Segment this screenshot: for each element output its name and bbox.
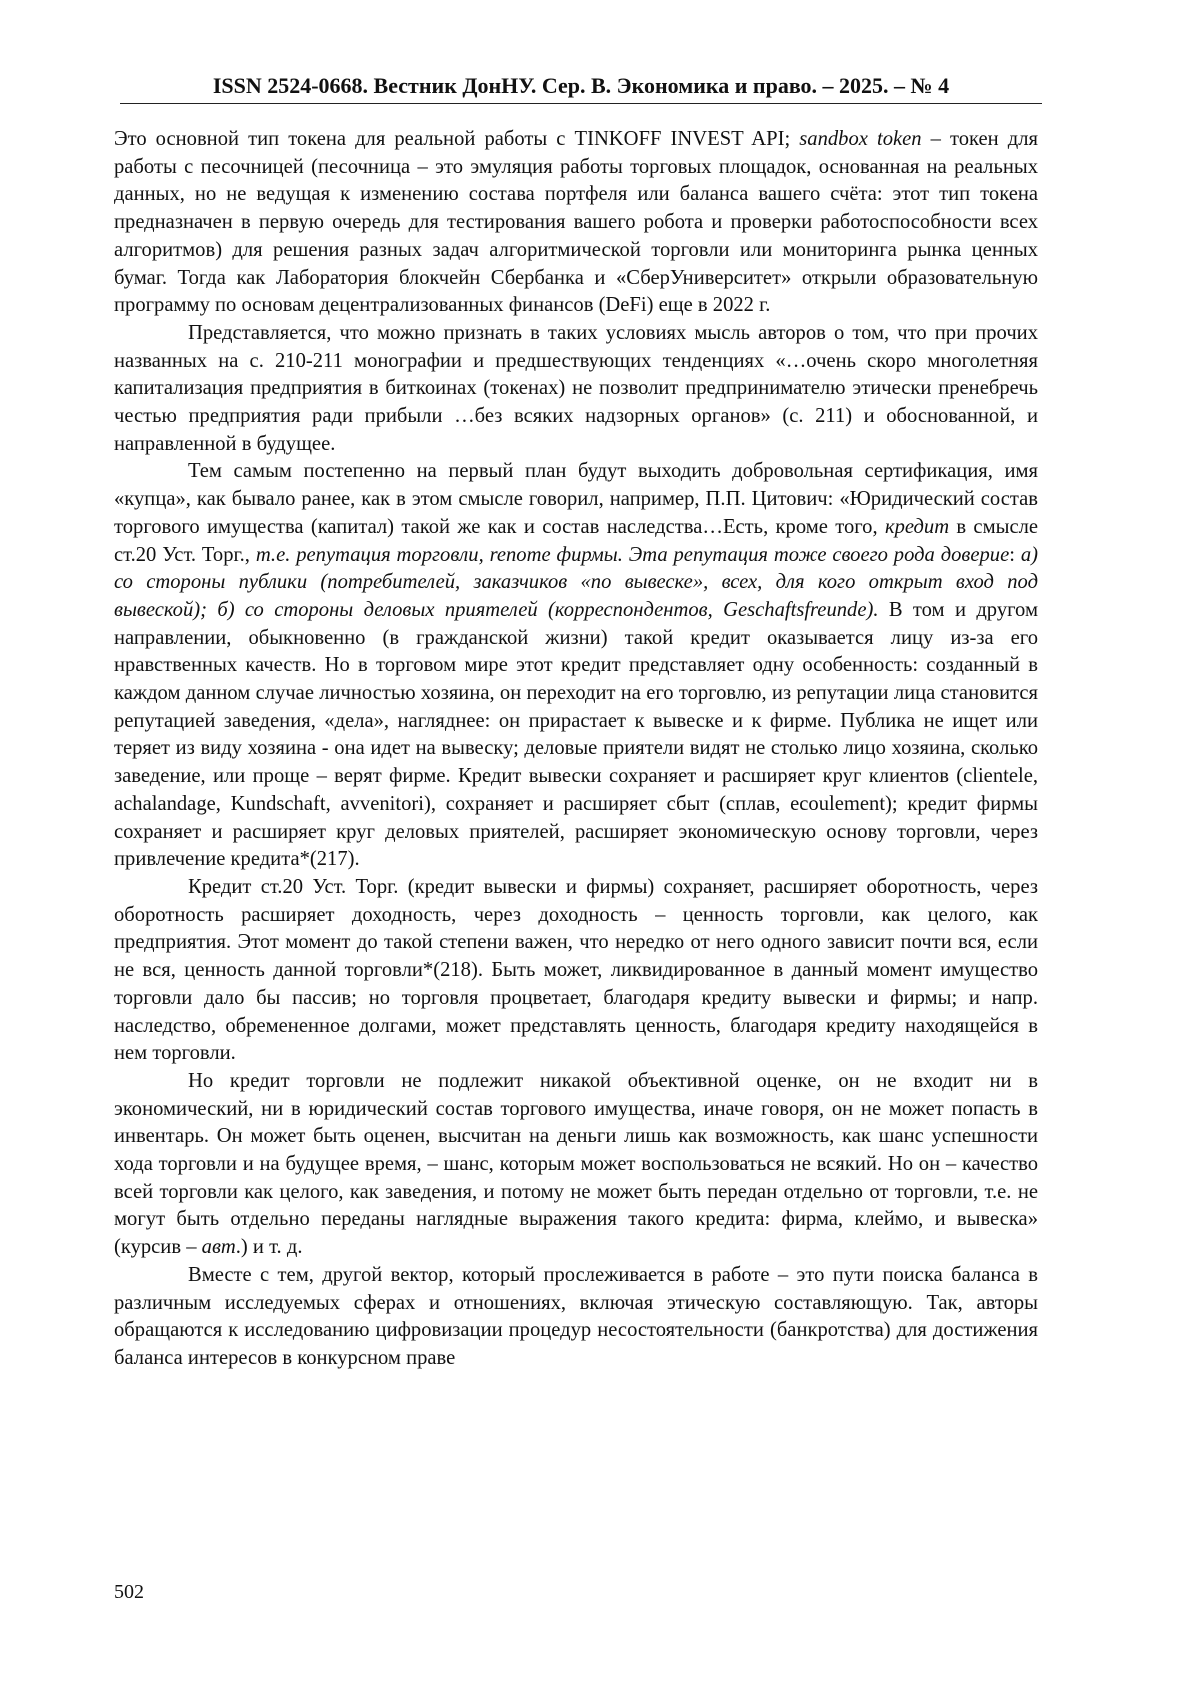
paragraph-5-text-c: .) и т. д. — [235, 1236, 303, 1259]
paragraph-2: Представляется, что можно признать в таких условиях мысль авторов о том, что при прочих названных на с. 210-211 монографии и предшествующих тенденциях «…очень скоро многолетняя капитализация предприятия в биткоинах (токенах) не позволит предпринимателю этически пренебречь честью предприятия ради прибыли …без всяких надзорных органов» (с. 211) и обоснованной, и направленной в будущее. — [114, 321, 1038, 455]
paragraph-1-italic-b: sandbox token — [799, 128, 922, 150]
paragraph-5-italic-b: авт — [201, 1236, 236, 1259]
paragraph-3-text-g: В том и другом направлении, обыкновенно (в гражданской жизни) такой кредит оказывается лицу из-за его нравственных качеств. Но в торговом мире этот кредит представляет одну особенность: созданный в каждом данном случае личностью хозяина, он переходит на его торговлю, из репутации лица становится репутацией заведения, «дела», нагляднее: он прирастает к вывеске и к фирме. Публика не ищет или теряет из виду хозяина - она идет на вывеску; деловые приятели видят не столько лицо хозяина, сколько заведение, или проще – верят фирме. Кредит вывески сохраняет и расширяет круг клиентов (clientele, achalandage, Kundschaft, avvenitori), сохраняет и расширяет сбыт (сплав, ecoulement); кредит фирмы сохраняет и расширяет круг деловых приятелей, расширяет экономическую основу торговли, через привлечение кредита*(217). — [114, 598, 1038, 871]
body-text — [114, 126, 1038, 1373]
paragraph-3 — [114, 458, 1038, 874]
paragraph-1-text-c: – токен для работы с песочницей (песочница – это эмуляция работы торговых площадок, основанная на реальных данных, но не ведущая к изменению состава портфеля или баланса вашего счёта: этот тип токена предназначен в первую очередь для тестирования вашего робота и проверки работоспособности всех алгоритмов) для решения разных задач алгоритмической торговли или мониторинга рынка ценных бумаг. Тогда как Лаборатория блокчейн Сбербанка и «СберУниверситет» открыли образовательную программу по основам децентрализованных финансов (DeFi) еще в 2022 г. — [114, 128, 1038, 317]
page-number: 502 — [114, 1581, 144, 1603]
paragraph-1 — [114, 126, 1038, 320]
paragraph-3-text-c: в смысле ст.20 Уст. Торг., — [114, 515, 1038, 566]
running-header — [120, 72, 1042, 104]
paragraph-3-italic-b: кредит — [884, 515, 950, 538]
journal-line: ISSN 2524-0668. Вестник ДонНУ. Сер. В. Экономика и право. – 2025. – № 4 — [212, 73, 950, 98]
paragraph-6: Вместе с тем, другой вектор, который прослеживается в работе – это пути поиска баланса в различным исследуемых сферах и отношениях, включая этическую составляющую. Так, авторы обращаются к исследованию цифровизации процедур несостоятельности (банкротства) для достижения баланса интересов в конкурсном праве — [114, 1263, 1038, 1369]
paragraph-5-text-a: Но кредит торговли не подлежит никакой объективной оценке, он не входит ни в экономический, ни в юридический состав торгового имущества, иначе говоря, он не может попасть в инвентарь. Он может быть оценен, высчитан на деньги лишь как возможность, как шанс успешности хода торговли и на будущее время, – шанс, которым может воспользоваться не всякий. Но он – качество всей торговли как целого, как заведения, и потому не может быть передан отдельно от торговли, т.е. не могут быть отдельно переданы наглядные выражения такого кредита: фирма, клеймо, и вывеска» (курсив – — [114, 1069, 1038, 1259]
paragraph-3-italic-d: т.е. репутация торговли, renome фирмы. Эта репутация тоже своего рода доверие — [255, 543, 1010, 566]
paragraph-3-text-e: : — [1009, 543, 1021, 566]
paragraph-1-text-a: Это основной тип токена для реальной работы с TINKOFF INVEST API; — [114, 128, 800, 150]
paragraph-3-italic-f: а) со стороны публики (потребителей, заказчиков «по вывеске», всех, для кого открыт вход под вывеской); б) со стороны деловых приятелей (корреспондентов, Geschaftsfreunde). — [114, 543, 1038, 621]
paragraph-3-text-a: Тем самым постепенно на первый план будут выходить добровольная сертификация, имя «купца», как бывало ранее, как в этом смысле говорил, например, П.П. Цитович: «Юридический состав торгового имущества (капитал) такой же как и состав наследства…Есть, кроме того, — [114, 460, 1038, 538]
paragraph-4: Кредит ст.20 Уст. Торг. (кредит вывески и фирмы) сохраняет, расширяет оборотность, через оборотность расширяет доходность, через доходность – ценность торговли, как целого, как предприятия. Этот момент до такой степени важен, что нередко от него одного зависит почти вся, если не вся, ценность данной торговли*(218). Быть может, ликвидированное в данный момент имущество торговли дало бы пассив; но торговля процветает, благодаря кредиту вывески и фирмы; и напр. наследство, обремененное долгами, может представлять ценность, благодаря кредиту находящейся в нем торговли. — [114, 875, 1038, 1065]
paragraph-5 — [114, 1068, 1038, 1262]
